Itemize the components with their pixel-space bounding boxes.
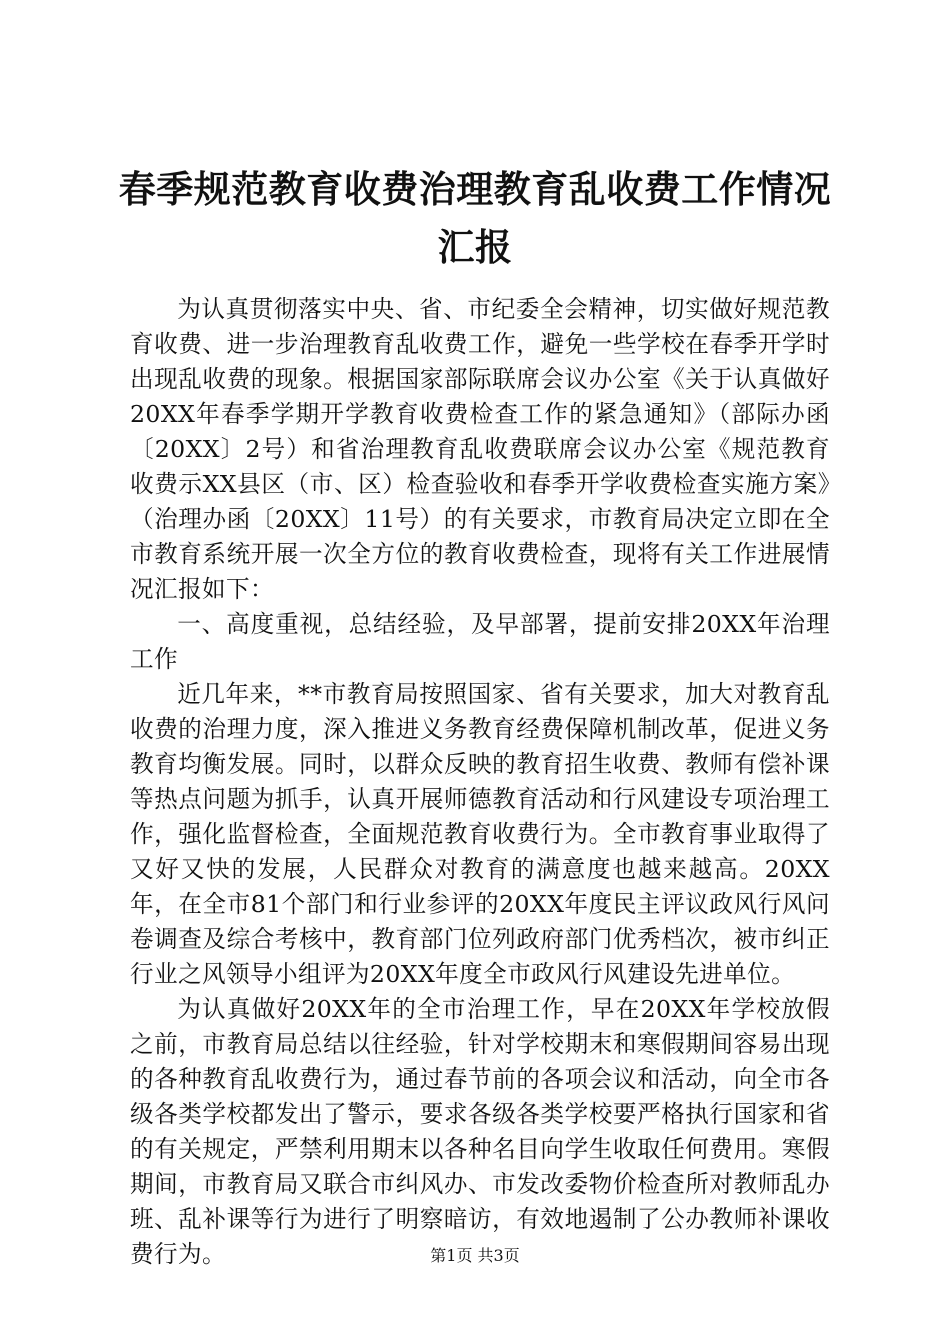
paragraph-intro: 为认真贯彻落实中央、省、市纪委全会精神，切实做好规范教育收费、进一步治理教育乱收费工作，避免一些学校在春季开学时出现乱收费的现象。根据国家部际联席会议办公室《关于认真做好20XX年春季学期开学教育收费检查工作的紧急通知》（部际办函〔20XX〕2号）和省治理教育乱收费联席会议办公室《规范教育收费示XX县区（市、区）检查验收和春季开学收费检查实施方案》（治理办函〔20XX〕11号）的有关要求，市教育局决定立即在全市教育系统开展一次全方位的教育收费检查，现将有关工作进展情况汇报如下： bbox=[130, 295, 830, 603]
paragraph-preparation: 为认真做好20XX年的全市治理工作，早在20XX年学校放假之前，市教育局总结以往经验，针对学校期末和寒假期间容易出现的各种教育乱收费行为，通过春节前的各项会议和活动，向全市各级各类学校都发出了警示，要求各级各类学校要严格执行国家和省的有关规定，严禁利用期末以各种名目向学生收取任何费用。寒假期间，市教育局又联合市纠风办、市发改委物价检查所对教师乱办班、乱补课等行为进行了明察暗访，有效地遏制了公办教师补课收费行为。 bbox=[130, 995, 830, 1268]
page-footer: 第1页 共3页 bbox=[430, 1246, 520, 1265]
paragraph-background: 近几年来，**市教育局按照国家、省有关要求，加大对教育乱收费的治理力度，深入推进义务教育经费保障机制改革，促进义务教育均衡发展。同时，以群众反映的教育招生收费、教师有偿补课等热点问题为抓手，认真开展师德教育活动和行风建设专项治理工作，强化监督检查，全面规范教育收费行为。全市教育事业取得了又好又快的发展，人民群众对教育的满意度也越来越高。20XX年，在全市81个部门和行业参评的20XX年度民主评议政风行风问卷调查及综合考核中，教育部门位列政府部门优秀档次，被市纠正行业之风领导小组评为20XX年度全市政风行风建设先进单位。 bbox=[130, 680, 830, 988]
document-title: 春季规范教育收费治理教育乱收费工作情况汇报 bbox=[118, 167, 832, 269]
document-body bbox=[130, 292, 830, 1272]
section-heading-1: 一、高度重视，总结经验，及早部署，提前安排20XX年治理工作 bbox=[130, 610, 830, 673]
